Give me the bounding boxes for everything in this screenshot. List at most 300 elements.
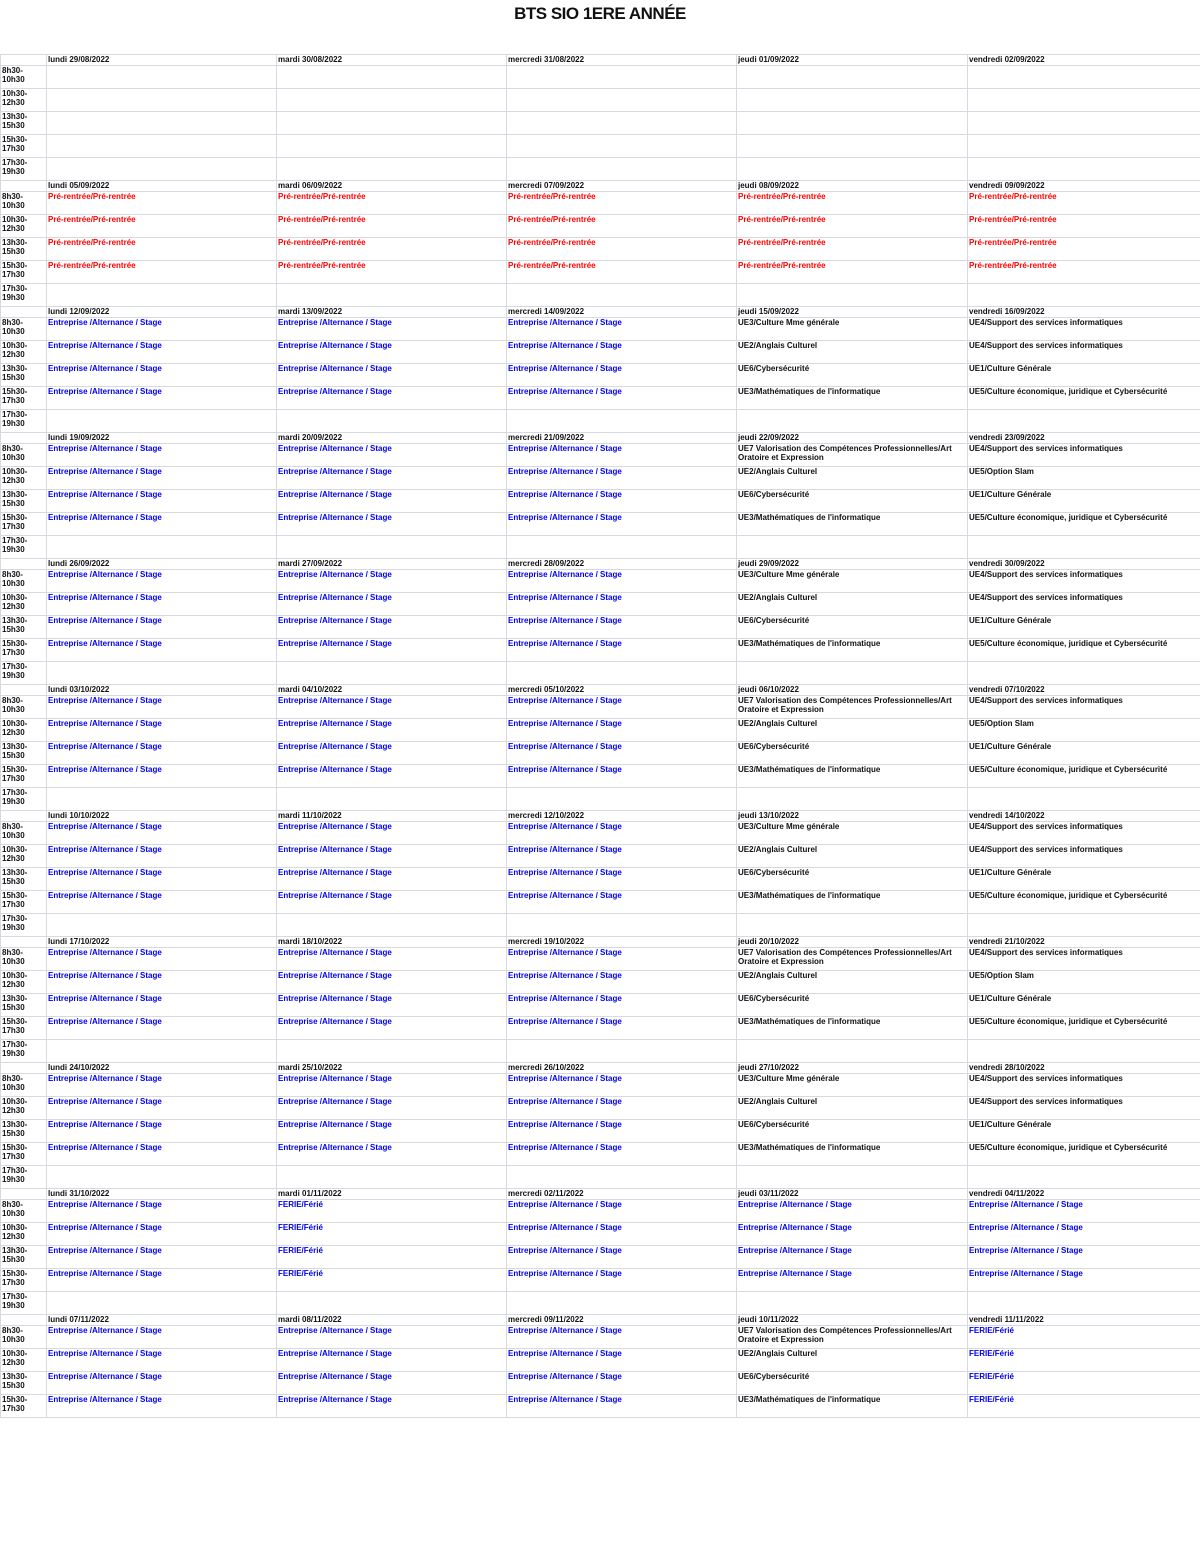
course-cell: Entreprise /Alternance / Stage: [507, 868, 737, 891]
course-cell: Entreprise /Alternance / Stage: [507, 593, 737, 616]
slot-row: [1, 742, 1200, 765]
time-slot-label: 8h30-10h30: [1, 696, 47, 719]
course-cell: Entreprise /Alternance / Stage: [277, 1097, 507, 1120]
day-header: mardi 01/11/2022: [277, 1189, 507, 1200]
corner-cell: [1, 559, 47, 570]
course-cell: Entreprise /Alternance / Stage: [277, 318, 507, 341]
course-cell: [47, 89, 277, 112]
course-cell: [47, 536, 277, 559]
course-cell: [968, 1040, 1200, 1063]
time-slot-label: 17h30-19h30: [1, 1040, 47, 1063]
time-slot-label: 13h30-15h30: [1, 994, 47, 1017]
course-cell: Entreprise /Alternance / Stage: [507, 639, 737, 662]
course-cell: UE1/Culture Générale: [968, 1120, 1200, 1143]
course-cell: UE2/Anglais Culturel: [737, 845, 968, 868]
course-cell: [277, 1292, 507, 1315]
course-cell: [737, 112, 968, 135]
course-cell: UE2/Anglais Culturel: [737, 341, 968, 364]
course-cell: Entreprise /Alternance / Stage: [277, 868, 507, 891]
course-cell: Pré-rentrée/Pré-rentrée: [277, 192, 507, 215]
course-cell: Entreprise /Alternance / Stage: [507, 1120, 737, 1143]
course-cell: UE7 Valorisation des Compétences Professionnelles/Art Oratoire et Expression: [737, 696, 968, 719]
course-cell: UE3/Culture Mme générale: [737, 1074, 968, 1097]
course-cell: Entreprise /Alternance / Stage: [277, 1017, 507, 1040]
time-slot-label: 10h30-12h30: [1, 1349, 47, 1372]
course-cell: Entreprise /Alternance / Stage: [47, 1143, 277, 1166]
time-slot-label: 15h30-17h30: [1, 135, 47, 158]
course-cell: FERIE/Férié: [968, 1395, 1200, 1418]
course-cell: Entreprise /Alternance / Stage: [47, 1074, 277, 1097]
course-cell: UE4/Support des services informatiques: [968, 822, 1200, 845]
course-cell: [737, 284, 968, 307]
course-cell: [507, 662, 737, 685]
slot-row: [1, 158, 1200, 181]
slot-row: [1, 513, 1200, 536]
slot-row: [1, 66, 1200, 89]
slot-row: [1, 696, 1200, 719]
course-cell: [737, 1292, 968, 1315]
course-cell: UE3/Mathématiques de l'informatique: [737, 1395, 968, 1418]
course-cell: [737, 788, 968, 811]
slot-row: [1, 135, 1200, 158]
course-cell: Entreprise /Alternance / Stage: [277, 1326, 507, 1349]
slot-row: [1, 341, 1200, 364]
time-slot-label: 15h30-17h30: [1, 1017, 47, 1040]
time-slot-label: 10h30-12h30: [1, 215, 47, 238]
course-cell: Entreprise /Alternance / Stage: [507, 1143, 737, 1166]
course-cell: [968, 788, 1200, 811]
schedule-body: [1, 55, 1200, 1418]
slot-row: [1, 914, 1200, 937]
slot-row: [1, 1292, 1200, 1315]
slot-row: [1, 593, 1200, 616]
corner-cell: [1, 181, 47, 192]
slot-row: [1, 490, 1200, 513]
course-cell: Entreprise /Alternance / Stage: [47, 341, 277, 364]
slot-row: [1, 112, 1200, 135]
course-cell: UE7 Valorisation des Compétences Professionnelles/Art Oratoire et Expression: [737, 1326, 968, 1349]
course-cell: [968, 66, 1200, 89]
time-slot-label: 13h30-15h30: [1, 1372, 47, 1395]
course-cell: Pré-rentrée/Pré-rentrée: [277, 215, 507, 238]
slot-row: [1, 364, 1200, 387]
course-cell: UE2/Anglais Culturel: [737, 719, 968, 742]
course-cell: Pré-rentrée/Pré-rentrée: [47, 215, 277, 238]
course-cell: [507, 788, 737, 811]
day-header: jeudi 06/10/2022: [737, 685, 968, 696]
day-header: jeudi 15/09/2022: [737, 307, 968, 318]
course-cell: Entreprise /Alternance / Stage: [47, 1246, 277, 1269]
course-cell: Entreprise /Alternance / Stage: [737, 1200, 968, 1223]
slot-row: [1, 1120, 1200, 1143]
course-cell: Entreprise /Alternance / Stage: [277, 1349, 507, 1372]
course-cell: UE4/Support des services informatiques: [968, 948, 1200, 971]
slot-row: [1, 1143, 1200, 1166]
day-header: mercredi 05/10/2022: [507, 685, 737, 696]
course-cell: Entreprise /Alternance / Stage: [277, 971, 507, 994]
course-cell: UE4/Support des services informatiques: [968, 1074, 1200, 1097]
course-cell: Entreprise /Alternance / Stage: [507, 1326, 737, 1349]
course-cell: Entreprise /Alternance / Stage: [47, 1269, 277, 1292]
slot-row: [1, 261, 1200, 284]
course-cell: UE4/Support des services informatiques: [968, 1097, 1200, 1120]
course-cell: Entreprise /Alternance / Stage: [47, 639, 277, 662]
day-header: mardi 25/10/2022: [277, 1063, 507, 1074]
slot-row: [1, 845, 1200, 868]
course-cell: UE1/Culture Générale: [968, 490, 1200, 513]
course-cell: Entreprise /Alternance / Stage: [277, 1372, 507, 1395]
time-slot-label: 8h30-10h30: [1, 1326, 47, 1349]
day-header: mercredi 26/10/2022: [507, 1063, 737, 1074]
course-cell: Pré-rentrée/Pré-rentrée: [737, 261, 968, 284]
course-cell: UE1/Culture Générale: [968, 742, 1200, 765]
course-cell: Pré-rentrée/Pré-rentrée: [737, 238, 968, 261]
course-cell: UE3/Culture Mme générale: [737, 318, 968, 341]
course-cell: [277, 410, 507, 433]
slot-row: [1, 971, 1200, 994]
course-cell: UE3/Culture Mme générale: [737, 822, 968, 845]
course-cell: Entreprise /Alternance / Stage: [47, 868, 277, 891]
course-cell: Pré-rentrée/Pré-rentrée: [277, 238, 507, 261]
course-cell: Entreprise /Alternance / Stage: [47, 1120, 277, 1143]
course-cell: FERIE/Férié: [968, 1349, 1200, 1372]
day-header: vendredi 09/09/2022: [968, 181, 1200, 192]
course-cell: [968, 158, 1200, 181]
course-cell: [47, 135, 277, 158]
day-header: vendredi 16/09/2022: [968, 307, 1200, 318]
day-header: mercredi 12/10/2022: [507, 811, 737, 822]
course-cell: Entreprise /Alternance / Stage: [507, 994, 737, 1017]
course-cell: UE3/Mathématiques de l'informatique: [737, 1017, 968, 1040]
course-cell: [737, 410, 968, 433]
day-header: mercredi 31/08/2022: [507, 55, 737, 66]
schedule-table: [0, 54, 1200, 1418]
course-cell: Entreprise /Alternance / Stage: [737, 1223, 968, 1246]
course-cell: UE3/Mathématiques de l'informatique: [737, 387, 968, 410]
corner-cell: [1, 1315, 47, 1326]
course-cell: [47, 662, 277, 685]
course-cell: Entreprise /Alternance / Stage: [277, 1074, 507, 1097]
page-title: BTS SIO 1ERE ANNÉE: [514, 4, 686, 23]
time-slot-label: 10h30-12h30: [1, 971, 47, 994]
course-cell: [277, 662, 507, 685]
course-cell: Entreprise /Alternance / Stage: [277, 364, 507, 387]
course-cell: [507, 135, 737, 158]
slot-row: [1, 1246, 1200, 1269]
day-header: vendredi 02/09/2022: [968, 55, 1200, 66]
course-cell: Entreprise /Alternance / Stage: [47, 891, 277, 914]
course-cell: [277, 914, 507, 937]
time-slot-label: 10h30-12h30: [1, 89, 47, 112]
time-slot-label: 10h30-12h30: [1, 1223, 47, 1246]
course-cell: Entreprise /Alternance / Stage: [47, 948, 277, 971]
slot-row: [1, 1349, 1200, 1372]
course-cell: FERIE/Férié: [277, 1246, 507, 1269]
time-slot-label: 15h30-17h30: [1, 891, 47, 914]
course-cell: Pré-rentrée/Pré-rentrée: [507, 261, 737, 284]
course-cell: [47, 284, 277, 307]
slot-row: [1, 536, 1200, 559]
course-cell: Pré-rentrée/Pré-rentrée: [277, 261, 507, 284]
course-cell: Entreprise /Alternance / Stage: [277, 490, 507, 513]
course-cell: Entreprise /Alternance / Stage: [507, 742, 737, 765]
course-cell: [277, 112, 507, 135]
course-cell: UE3/Mathématiques de l'informatique: [737, 765, 968, 788]
day-header: mardi 04/10/2022: [277, 685, 507, 696]
course-cell: UE5/Culture économique, juridique et Cybersécurité: [968, 1143, 1200, 1166]
day-header: vendredi 28/10/2022: [968, 1063, 1200, 1074]
course-cell: Entreprise /Alternance / Stage: [277, 444, 507, 467]
slot-row: [1, 387, 1200, 410]
day-header: jeudi 01/09/2022: [737, 55, 968, 66]
course-cell: UE5/Culture économique, juridique et Cybersécurité: [968, 765, 1200, 788]
course-cell: [968, 662, 1200, 685]
course-cell: [737, 914, 968, 937]
slot-row: [1, 822, 1200, 845]
course-cell: Entreprise /Alternance / Stage: [277, 467, 507, 490]
day-header: vendredi 30/09/2022: [968, 559, 1200, 570]
day-header: mercredi 14/09/2022: [507, 307, 737, 318]
slot-row: [1, 891, 1200, 914]
course-cell: Entreprise /Alternance / Stage: [277, 387, 507, 410]
course-cell: Entreprise /Alternance / Stage: [47, 1395, 277, 1418]
course-cell: [968, 1166, 1200, 1189]
course-cell: Entreprise /Alternance / Stage: [47, 387, 277, 410]
time-slot-label: 15h30-17h30: [1, 1269, 47, 1292]
day-header: lundi 10/10/2022: [47, 811, 277, 822]
course-cell: [47, 788, 277, 811]
course-cell: UE4/Support des services informatiques: [968, 341, 1200, 364]
slot-row: [1, 444, 1200, 467]
course-cell: [968, 135, 1200, 158]
course-cell: UE5/Culture économique, juridique et Cybersécurité: [968, 639, 1200, 662]
course-cell: Pré-rentrée/Pré-rentrée: [47, 192, 277, 215]
day-header: vendredi 21/10/2022: [968, 937, 1200, 948]
course-cell: Entreprise /Alternance / Stage: [277, 822, 507, 845]
time-slot-label: 15h30-17h30: [1, 1395, 47, 1418]
time-slot-label: 17h30-19h30: [1, 662, 47, 685]
course-cell: UE6/Cybersécurité: [737, 1372, 968, 1395]
course-cell: Entreprise /Alternance / Stage: [968, 1200, 1200, 1223]
corner-cell: [1, 937, 47, 948]
week-header-row: [1, 1063, 1200, 1074]
day-header: mercredi 28/09/2022: [507, 559, 737, 570]
course-cell: Entreprise /Alternance / Stage: [277, 1143, 507, 1166]
week-header-row: [1, 181, 1200, 192]
course-cell: Entreprise /Alternance / Stage: [507, 341, 737, 364]
slot-row: [1, 616, 1200, 639]
course-cell: Entreprise /Alternance / Stage: [507, 1372, 737, 1395]
course-cell: FERIE/Férié: [277, 1269, 507, 1292]
week-header-row: [1, 559, 1200, 570]
course-cell: Entreprise /Alternance / Stage: [277, 341, 507, 364]
course-cell: [507, 284, 737, 307]
course-cell: Entreprise /Alternance / Stage: [737, 1269, 968, 1292]
course-cell: Entreprise /Alternance / Stage: [968, 1246, 1200, 1269]
course-cell: [47, 66, 277, 89]
course-cell: Pré-rentrée/Pré-rentrée: [968, 261, 1200, 284]
week-header-row: [1, 433, 1200, 444]
course-cell: UE5/Option Slam: [968, 971, 1200, 994]
day-header: mercredi 07/09/2022: [507, 181, 737, 192]
course-cell: Entreprise /Alternance / Stage: [507, 765, 737, 788]
course-cell: UE1/Culture Générale: [968, 868, 1200, 891]
time-slot-label: 8h30-10h30: [1, 318, 47, 341]
course-cell: UE6/Cybersécurité: [737, 994, 968, 1017]
course-cell: Entreprise /Alternance / Stage: [507, 971, 737, 994]
course-cell: Pré-rentrée/Pré-rentrée: [968, 192, 1200, 215]
course-cell: Entreprise /Alternance / Stage: [968, 1223, 1200, 1246]
course-cell: Entreprise /Alternance / Stage: [47, 822, 277, 845]
course-cell: Entreprise /Alternance / Stage: [507, 696, 737, 719]
corner-cell: [1, 55, 47, 66]
course-cell: Entreprise /Alternance / Stage: [277, 570, 507, 593]
day-header: mardi 13/09/2022: [277, 307, 507, 318]
day-header: jeudi 20/10/2022: [737, 937, 968, 948]
slot-row: [1, 1395, 1200, 1418]
time-slot-label: 8h30-10h30: [1, 570, 47, 593]
time-slot-label: 8h30-10h30: [1, 1074, 47, 1097]
day-header: lundi 07/11/2022: [47, 1315, 277, 1326]
course-cell: UE6/Cybersécurité: [737, 616, 968, 639]
course-cell: [277, 788, 507, 811]
course-cell: Entreprise /Alternance / Stage: [277, 948, 507, 971]
course-cell: Entreprise /Alternance / Stage: [277, 593, 507, 616]
day-header: lundi 17/10/2022: [47, 937, 277, 948]
course-cell: FERIE/Férié: [277, 1200, 507, 1223]
course-cell: Entreprise /Alternance / Stage: [277, 1395, 507, 1418]
time-slot-label: 17h30-19h30: [1, 788, 47, 811]
course-cell: Entreprise /Alternance / Stage: [47, 994, 277, 1017]
course-cell: UE3/Mathématiques de l'informatique: [737, 1143, 968, 1166]
slot-row: [1, 994, 1200, 1017]
course-cell: Entreprise /Alternance / Stage: [277, 639, 507, 662]
course-cell: [507, 89, 737, 112]
week-header-row: [1, 1189, 1200, 1200]
course-cell: [507, 1292, 737, 1315]
course-cell: [47, 112, 277, 135]
day-header: jeudi 27/10/2022: [737, 1063, 968, 1074]
slot-row: [1, 467, 1200, 490]
course-cell: UE4/Support des services informatiques: [968, 318, 1200, 341]
course-cell: UE2/Anglais Culturel: [737, 971, 968, 994]
course-cell: Pré-rentrée/Pré-rentrée: [507, 238, 737, 261]
time-slot-label: 13h30-15h30: [1, 742, 47, 765]
course-cell: [507, 158, 737, 181]
course-cell: Entreprise /Alternance / Stage: [277, 765, 507, 788]
course-cell: Pré-rentrée/Pré-rentrée: [507, 215, 737, 238]
course-cell: Entreprise /Alternance / Stage: [507, 1074, 737, 1097]
day-header: mercredi 02/11/2022: [507, 1189, 737, 1200]
day-header: mardi 11/10/2022: [277, 811, 507, 822]
day-header: vendredi 11/11/2022: [968, 1315, 1200, 1326]
course-cell: UE6/Cybersécurité: [737, 1120, 968, 1143]
time-slot-label: 10h30-12h30: [1, 1097, 47, 1120]
time-slot-label: 13h30-15h30: [1, 1246, 47, 1269]
slot-row: [1, 719, 1200, 742]
course-cell: Entreprise /Alternance / Stage: [47, 719, 277, 742]
slot-row: [1, 1326, 1200, 1349]
slot-row: [1, 1223, 1200, 1246]
course-cell: UE1/Culture Générale: [968, 364, 1200, 387]
time-slot-label: 17h30-19h30: [1, 536, 47, 559]
time-slot-label: 17h30-19h30: [1, 1292, 47, 1315]
course-cell: [737, 1166, 968, 1189]
time-slot-label: 8h30-10h30: [1, 1200, 47, 1223]
time-slot-label: 8h30-10h30: [1, 822, 47, 845]
day-header: mardi 18/10/2022: [277, 937, 507, 948]
course-cell: Entreprise /Alternance / Stage: [507, 513, 737, 536]
course-cell: FERIE/Férié: [968, 1372, 1200, 1395]
time-slot-label: 8h30-10h30: [1, 444, 47, 467]
slot-row: [1, 788, 1200, 811]
course-cell: UE6/Cybersécurité: [737, 364, 968, 387]
course-cell: UE6/Cybersécurité: [737, 490, 968, 513]
course-cell: Entreprise /Alternance / Stage: [277, 994, 507, 1017]
course-cell: [507, 1166, 737, 1189]
course-cell: UE2/Anglais Culturel: [737, 1349, 968, 1372]
course-cell: Entreprise /Alternance / Stage: [507, 845, 737, 868]
week-header-row: [1, 811, 1200, 822]
course-cell: [507, 66, 737, 89]
course-cell: [968, 112, 1200, 135]
course-cell: Entreprise /Alternance / Stage: [507, 616, 737, 639]
time-slot-label: 10h30-12h30: [1, 845, 47, 868]
course-cell: Entreprise /Alternance / Stage: [277, 1120, 507, 1143]
slot-row: [1, 1040, 1200, 1063]
course-cell: FERIE/Férié: [277, 1223, 507, 1246]
time-slot-label: 8h30-10h30: [1, 948, 47, 971]
slot-row: [1, 1269, 1200, 1292]
course-cell: [968, 284, 1200, 307]
course-cell: UE4/Support des services informatiques: [968, 696, 1200, 719]
course-cell: [507, 914, 737, 937]
course-cell: UE7 Valorisation des Compétences Professionnelles/Art Oratoire et Expression: [737, 948, 968, 971]
day-header: jeudi 08/09/2022: [737, 181, 968, 192]
slot-row: [1, 868, 1200, 891]
time-slot-label: 17h30-19h30: [1, 158, 47, 181]
course-cell: Entreprise /Alternance / Stage: [47, 1372, 277, 1395]
day-header: lundi 19/09/2022: [47, 433, 277, 444]
day-header: mardi 06/09/2022: [277, 181, 507, 192]
time-slot-label: 13h30-15h30: [1, 364, 47, 387]
time-slot-label: 10h30-12h30: [1, 719, 47, 742]
course-cell: UE4/Support des services informatiques: [968, 593, 1200, 616]
course-cell: Entreprise /Alternance / Stage: [47, 318, 277, 341]
day-header: jeudi 13/10/2022: [737, 811, 968, 822]
course-cell: Pré-rentrée/Pré-rentrée: [507, 192, 737, 215]
corner-cell: [1, 685, 47, 696]
time-slot-label: 13h30-15h30: [1, 112, 47, 135]
course-cell: Entreprise /Alternance / Stage: [277, 513, 507, 536]
course-cell: Pré-rentrée/Pré-rentrée: [47, 238, 277, 261]
corner-cell: [1, 1189, 47, 1200]
day-header: mercredi 21/09/2022: [507, 433, 737, 444]
course-cell: UE1/Culture Générale: [968, 616, 1200, 639]
course-cell: UE2/Anglais Culturel: [737, 467, 968, 490]
course-cell: Entreprise /Alternance / Stage: [47, 696, 277, 719]
day-header: jeudi 22/09/2022: [737, 433, 968, 444]
slot-row: [1, 284, 1200, 307]
slot-row: [1, 238, 1200, 261]
course-cell: Pré-rentrée/Pré-rentrée: [47, 261, 277, 284]
course-cell: UE6/Cybersécurité: [737, 742, 968, 765]
course-cell: Pré-rentrée/Pré-rentrée: [968, 238, 1200, 261]
week-header-row: [1, 937, 1200, 948]
course-cell: [47, 158, 277, 181]
course-cell: Entreprise /Alternance / Stage: [47, 593, 277, 616]
day-header: vendredi 07/10/2022: [968, 685, 1200, 696]
